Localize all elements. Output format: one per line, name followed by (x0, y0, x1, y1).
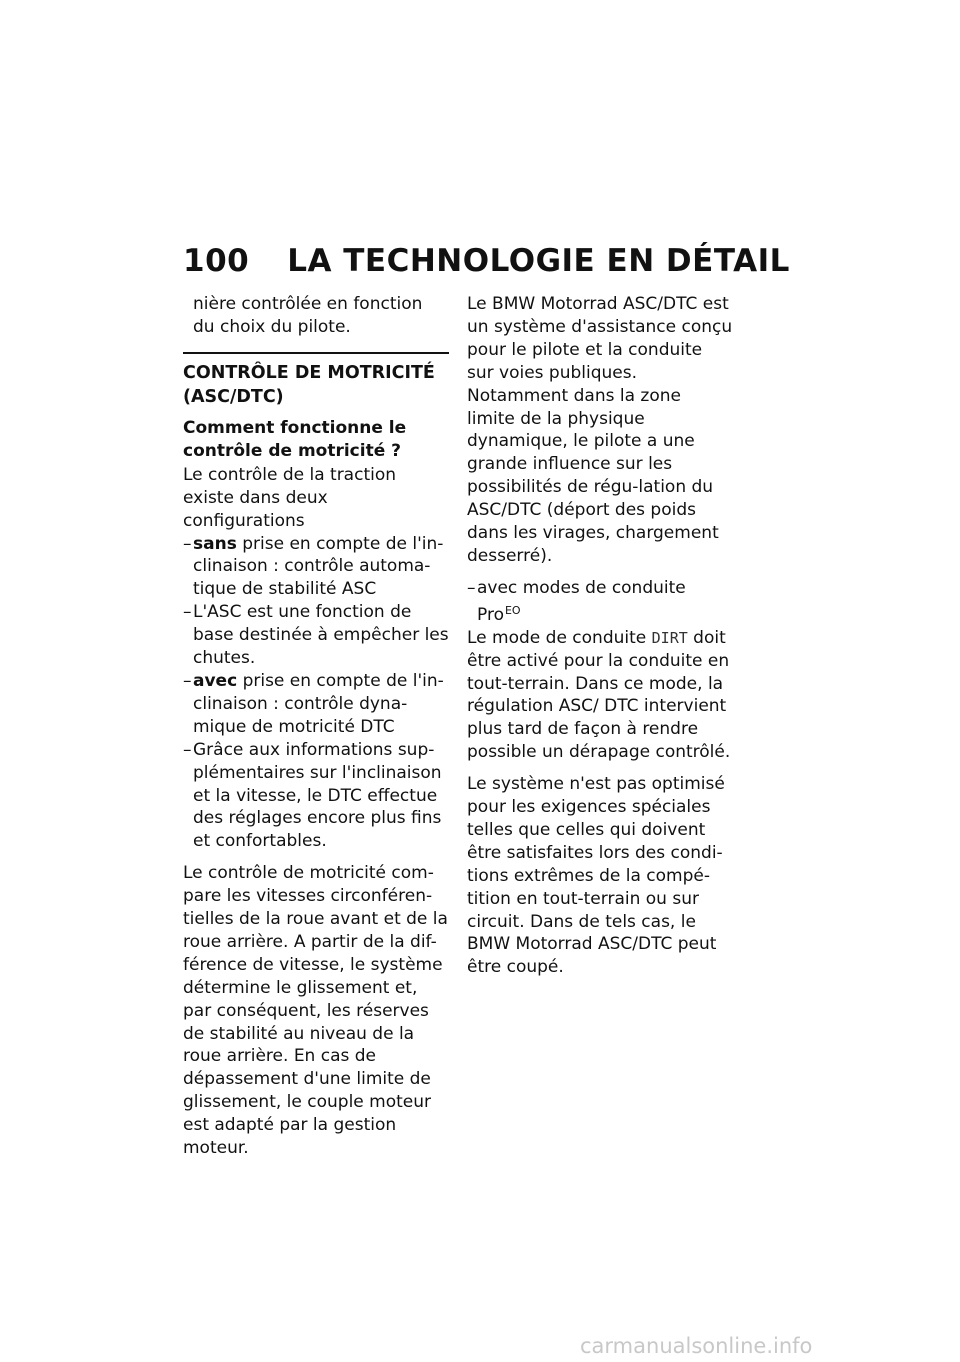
page-number: 100 (183, 243, 250, 279)
list-item-text: prise en compte de l'in-clinaison : contrôle automa-tique de stabilité ASC (193, 533, 444, 600)
dash-marker: – (467, 577, 476, 598)
option-superscript: EO (504, 603, 521, 617)
dirt-mode-paragraph (467, 627, 733, 764)
chapter-title: LA TECHNOLOGIE EN DÉTAIL (287, 243, 790, 279)
paragraph-text: doit être activé pour la conduite en tout-terrain. Dans ce mode, la régulation ASC/ DTC intervient plus tard de façon à rendre possible un dérapage contrôlé. (467, 627, 731, 763)
list-item-text: avec modes de conduite Pro (477, 577, 686, 625)
assistance-paragraph: Le BMW Motorrad ASC/DTC est un système d'assistance conçu pour le pilote et la conduite sur voies publiques. Notamment dans la zone limite de la physique dynamique, le pilote a une grande influence sur les possibilités de régu-lation du ASC/DTC (déport des poids dans les virages, chargement desserré). (467, 294, 733, 566)
intro-paragraph: nière contrôlée en fonction du choix du pilote. (193, 294, 423, 337)
keyword-avec: avec (193, 670, 238, 691)
list-item-text: L'ASC est une fonction de base destinée à empêcher les chutes. (193, 602, 449, 669)
list-item (183, 670, 449, 739)
left-column (183, 293, 449, 1169)
list-item-text: prise en compte de l'in-clinaison : contrôle dyna-mique de motricité DTC (193, 670, 444, 737)
dash-marker: – (183, 739, 192, 760)
right-column (467, 293, 733, 988)
list-item (183, 739, 449, 854)
list-item (467, 577, 733, 627)
riding-mode-dirt: DIRT (651, 628, 688, 647)
watermark: carmanualsonline.info (580, 1334, 813, 1358)
page-header (183, 243, 790, 279)
configurations-paragraph: Le contrôle de la traction existe dans deux configurations (183, 464, 397, 531)
dash-marker: – (183, 602, 192, 623)
dash-marker: – (183, 670, 192, 691)
limitations-paragraph: Le système n'est pas optimisé pour les exigences spéciales telles que celles qui doivent être satisfaites lors des condi-tions extrêmes de la compé-tition en tout-terrain ou sur circuit. Dans de tels cas, le BMW Motorrad ASC/DTC peut être coupé. (467, 774, 725, 978)
list-item (183, 601, 449, 670)
section-divider (183, 352, 449, 354)
subheading: Comment fonctionne le contrôle de motricité ? (183, 417, 407, 461)
traction-paragraph: Le contrôle de motricité com-pare les vitesses circonféren-tielles de la roue avant et de la roue arrière. A partir de la dif-férence de vitesse, le système détermine le glissement et, par conséquent, les réserves de stabilité au niveau de la roue arrière. En cas de dépassement d'une limite de glissement, le couple moteur est adapté par la gestion moteur. (183, 863, 448, 1159)
section-title: CONTRÔLE DE MOTRICITÉ (ASC/DTC) (183, 362, 435, 407)
dash-marker: – (183, 533, 192, 554)
paragraph-text: Le mode de conduite (467, 627, 652, 648)
keyword-sans: sans (193, 533, 237, 554)
list-item-text: Grâce aux informations sup-plémentaires sur l'inclinaison et la vitesse, le DTC effectue des réglages encore plus fins et confortables. (193, 739, 442, 852)
list-item (183, 533, 449, 602)
